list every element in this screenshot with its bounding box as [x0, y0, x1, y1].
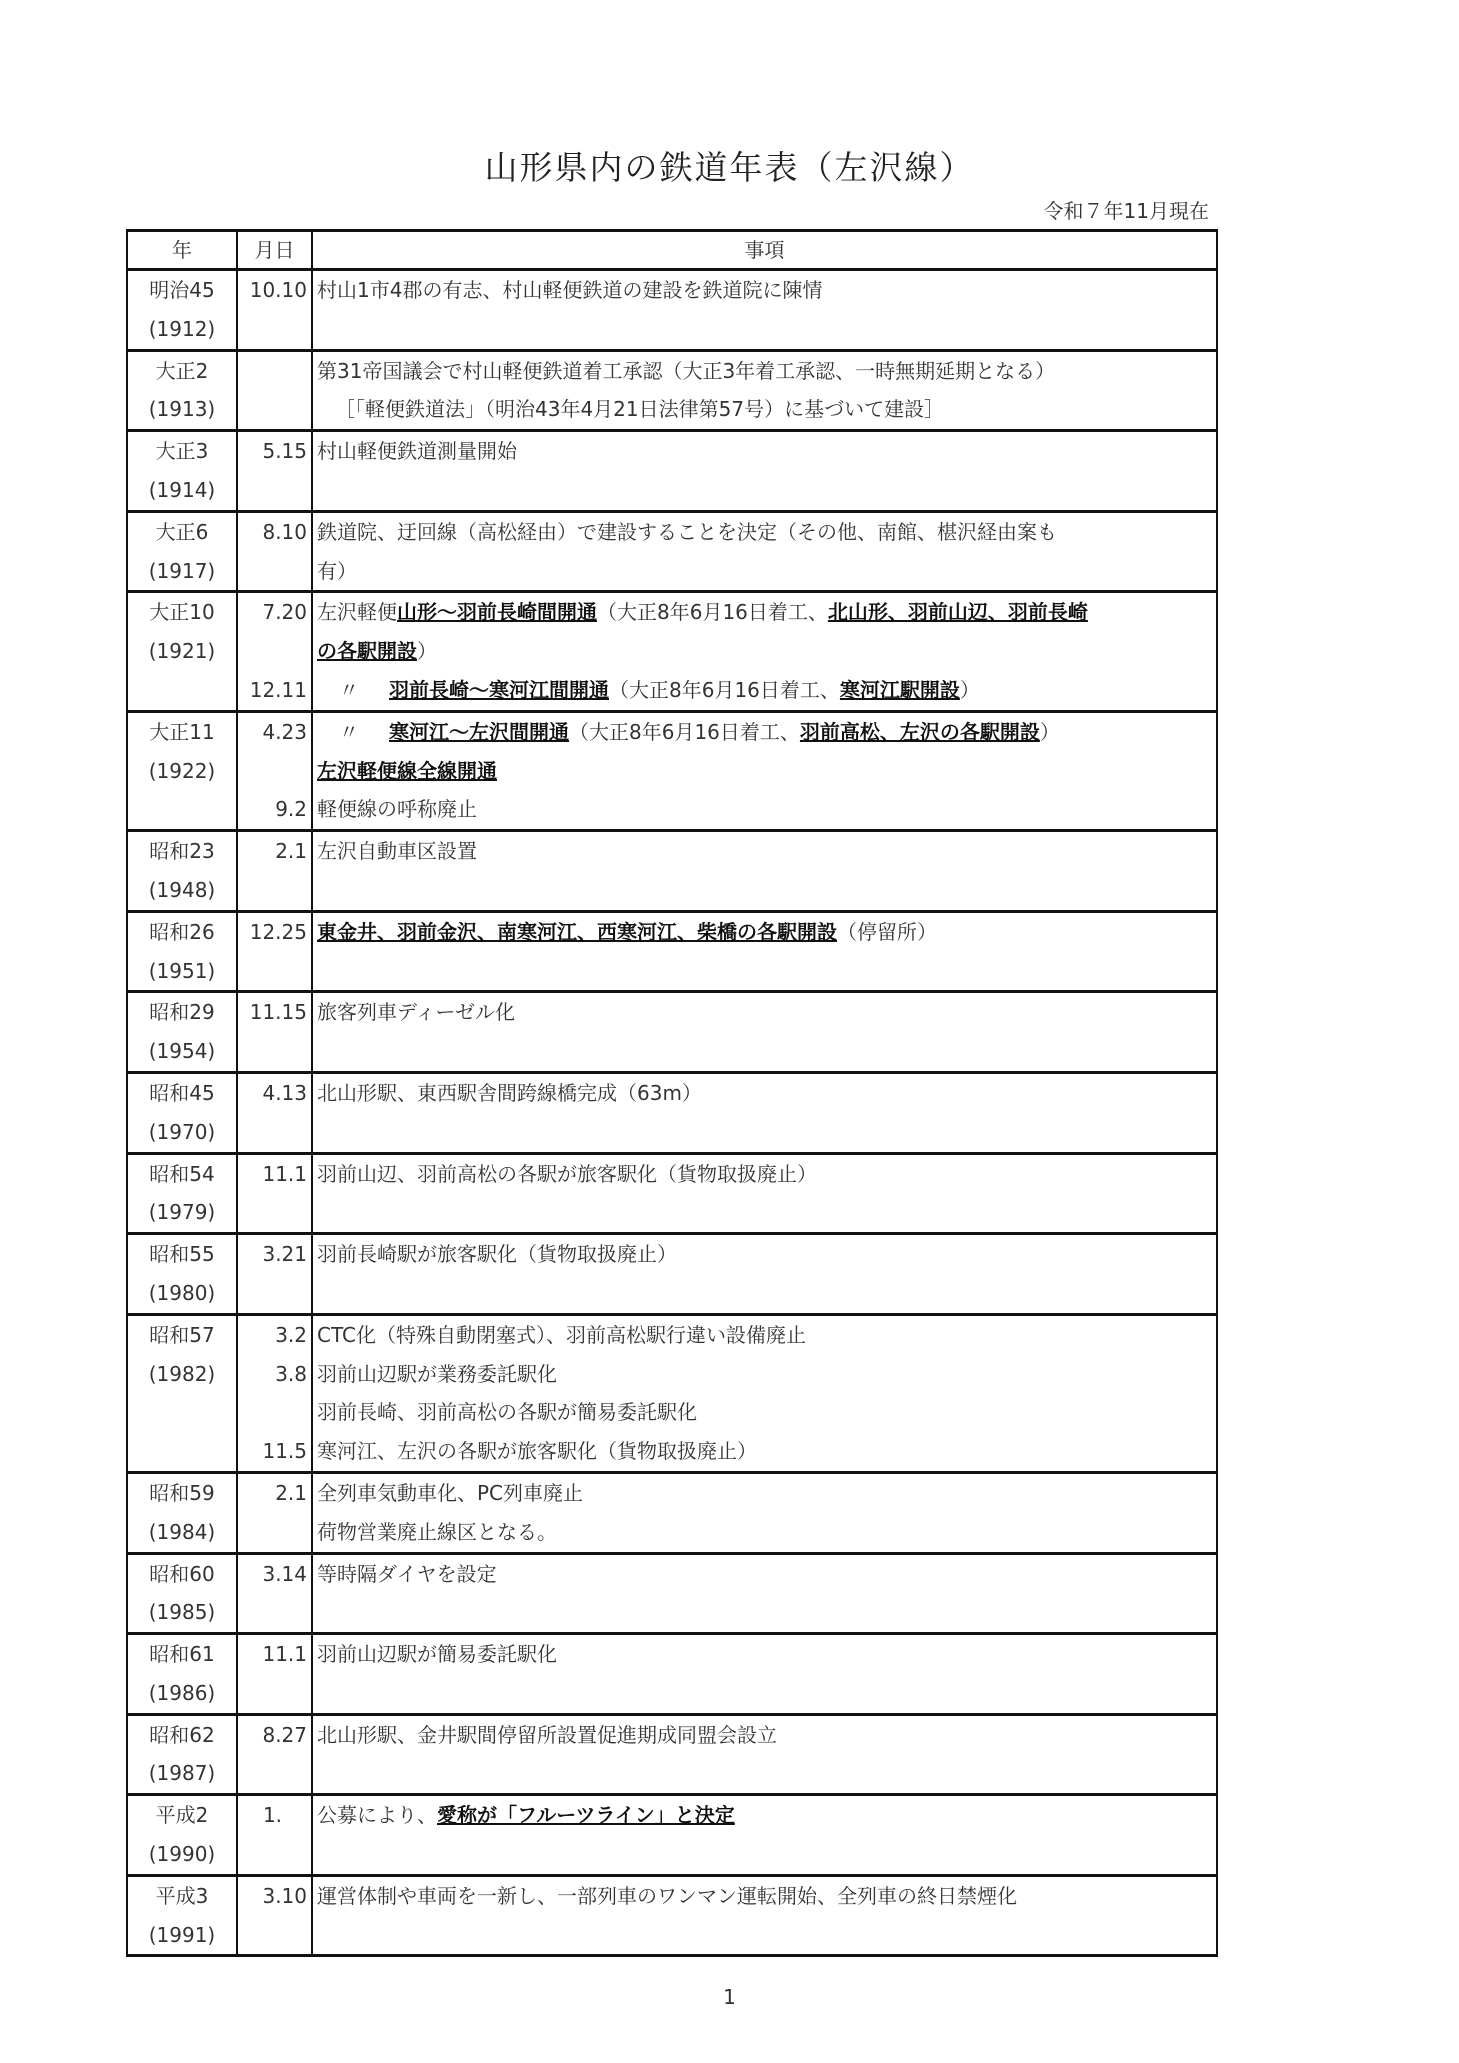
- year-cell: (1922): [127, 752, 237, 791]
- event-cell: [312, 390, 1217, 430]
- table-row: [127, 1193, 1217, 1233]
- date-cell: [237, 1032, 312, 1072]
- event-text: 羽前山辺、羽前高松の各駅が旅客駅化（貨物取扱廃止）: [317, 1161, 817, 1186]
- event-cell: [312, 1513, 1217, 1553]
- page-title: 山形県内の鉄道年表（左沢線）: [484, 148, 975, 187]
- year-cell: (1985): [127, 1593, 237, 1633]
- date-cell: 3.2: [237, 1314, 312, 1354]
- event-cell: [312, 1274, 1217, 1314]
- era-cell: 昭和61: [127, 1634, 237, 1674]
- table-row: [127, 1875, 1217, 1915]
- event-cell: [312, 1795, 1217, 1835]
- event-cell: [312, 790, 1217, 830]
- timeline-table: [126, 229, 1218, 1957]
- era-cell: 大正3: [127, 431, 237, 471]
- event-text: 左沢軽便: [317, 600, 397, 625]
- highlighted-event-text: 寒河江駅開設: [839, 677, 960, 702]
- event-cell: [312, 1916, 1217, 1956]
- event-text: 運営体制や車両を一新し、一部列車のワンマン運転開始、全列車の終日禁煙化: [317, 1883, 1017, 1908]
- era-cell: 大正2: [127, 350, 237, 390]
- era-cell: 昭和45: [127, 1072, 237, 1112]
- event-cell: [312, 1153, 1217, 1193]
- year-cell: (1980): [127, 1274, 237, 1314]
- event-cell: [312, 552, 1217, 592]
- date-cell: 11.5: [237, 1432, 312, 1472]
- date-cell: 3.21: [237, 1234, 312, 1274]
- year-cell: (1986): [127, 1674, 237, 1714]
- table-row: [127, 1234, 1217, 1274]
- event-cell: [312, 671, 1217, 711]
- year-cell: (1921): [127, 632, 237, 671]
- date-cell: [237, 1393, 312, 1432]
- era-cell: 大正6: [127, 511, 237, 551]
- year-cell: (1990): [127, 1835, 237, 1875]
- event-cell: [312, 431, 1217, 471]
- highlighted-event-text: 左沢軽便線全線開通: [317, 758, 497, 783]
- year-cell-empty: [127, 1393, 237, 1432]
- event-cell: [312, 1714, 1217, 1754]
- era-cell: 昭和62: [127, 1714, 237, 1754]
- table-row: [127, 1314, 1217, 1354]
- event-text: ［「軽便鉄道法」（明治43年4月21日法律第57号）に基づいて建設］: [335, 397, 945, 422]
- event-text: ）: [417, 639, 437, 664]
- table-row: [127, 1153, 1217, 1193]
- event-cell: [312, 952, 1217, 992]
- highlighted-event-text: の各駅開設: [317, 639, 417, 664]
- date-cell: 11.1: [237, 1153, 312, 1193]
- era-cell: 昭和26: [127, 911, 237, 951]
- event-cell: [312, 1634, 1217, 1674]
- era-cell: 昭和59: [127, 1472, 237, 1512]
- date-cell: [237, 871, 312, 911]
- table-row: [127, 1593, 1217, 1633]
- era-cell: 明治45: [127, 270, 237, 310]
- table-row: [127, 831, 1217, 871]
- event-text: 有）: [317, 558, 357, 583]
- event-cell: [312, 1234, 1217, 1274]
- date-cell: 11.15: [237, 992, 312, 1032]
- era-cell: 大正10: [127, 592, 237, 632]
- table-row: [127, 1795, 1217, 1835]
- year-cell: (1913): [127, 390, 237, 430]
- date-cell: [237, 1754, 312, 1794]
- table-row: [127, 1674, 1217, 1714]
- event-cell: [312, 1674, 1217, 1714]
- date-cell: 4.13: [237, 1072, 312, 1112]
- date-cell: 8.27: [237, 1714, 312, 1754]
- event-text: 羽前長崎、羽前高松の各駅が簡易委託駅化: [317, 1400, 697, 1425]
- event-text: 全列車気動車化、PC列車廃止: [317, 1480, 584, 1505]
- event-text: 軽便線の呼称廃止: [317, 797, 477, 822]
- date-cell: 12.11: [237, 671, 312, 711]
- highlighted-event-text: 寒河江～左沢間開通: [389, 719, 569, 744]
- year-cell-empty: [127, 1432, 237, 1472]
- date-cell: 2.1: [237, 1472, 312, 1512]
- era-cell: 平成2: [127, 1795, 237, 1835]
- date-cell: [237, 752, 312, 791]
- table-row: [127, 1916, 1217, 1956]
- date-cell: [237, 1193, 312, 1233]
- event-text: 北山形駅、東西駅舎間跨線橋完成（63m）: [317, 1080, 702, 1105]
- year-cell: (1982): [127, 1355, 237, 1394]
- table-row: [127, 270, 1217, 310]
- date-cell: [237, 1513, 312, 1553]
- event-text: 北山形駅、金井駅間停留所設置促進期成同盟会設立: [317, 1722, 777, 1747]
- event-cell: [312, 992, 1217, 1032]
- event-cell: [312, 1875, 1217, 1915]
- year-cell: (1984): [127, 1513, 237, 1553]
- highlighted-event-text: 羽前長崎～寒河江間開通: [389, 677, 609, 702]
- event-cell: [312, 511, 1217, 551]
- date-cell: [237, 310, 312, 350]
- table-row: [127, 592, 1217, 632]
- table-row: [127, 1072, 1217, 1112]
- table-row: [127, 471, 1217, 511]
- date-cell: 8.10: [237, 511, 312, 551]
- table-row: [127, 1432, 1217, 1472]
- event-cell: [312, 752, 1217, 791]
- era-cell: 昭和23: [127, 831, 237, 871]
- event-text: CTC化（特殊自動閉塞式）、羽前高松駅行違い設備廃止: [317, 1322, 806, 1347]
- event-text: 寒河江、左沢の各駅が旅客駅化（貨物取扱廃止）: [317, 1439, 757, 1464]
- event-cell: [312, 1032, 1217, 1072]
- year-cell: (1991): [127, 1916, 237, 1956]
- event-cell: [312, 310, 1217, 350]
- table-row: [127, 1274, 1217, 1314]
- table-row: [127, 552, 1217, 592]
- event-text: 村山1市4郡の有志、村山軽便鉄道の建設を鉄道院に陳情: [317, 278, 823, 302]
- date-cell: [237, 1674, 312, 1714]
- date-cell: 9.2: [237, 790, 312, 830]
- event-cell: [312, 831, 1217, 871]
- table-row: [127, 790, 1217, 830]
- event-cell: [312, 1593, 1217, 1633]
- event-text: 旅客列車ディーゼル化: [317, 1000, 515, 1025]
- date-cell: [237, 471, 312, 511]
- ditto-mark: 〃: [339, 719, 359, 744]
- table-row: [127, 350, 1217, 390]
- year-cell-empty: [127, 671, 237, 711]
- event-cell: [312, 1432, 1217, 1472]
- date-cell: [237, 1593, 312, 1633]
- date-cell: 3.8: [237, 1355, 312, 1394]
- date-cell: 7.20: [237, 592, 312, 632]
- table-row: [127, 1113, 1217, 1153]
- year-cell: (1954): [127, 1032, 237, 1072]
- date-cell: [237, 390, 312, 430]
- date-cell: 11.1: [237, 1634, 312, 1674]
- event-cell: [312, 592, 1217, 632]
- event-text: 鉄道院、迂回線（高松経由）で建設することを決定（その他、南館、椹沢経由案も: [317, 519, 1057, 544]
- table-header-row: [127, 231, 1217, 270]
- date-cell: [237, 350, 312, 390]
- event-cell: [312, 1193, 1217, 1233]
- event-text: 羽前長崎駅が旅客駅化（貨物取扱廃止）: [317, 1242, 677, 1267]
- table-row: [127, 1032, 1217, 1072]
- ditto-mark: 〃: [339, 677, 359, 702]
- table-row: [127, 711, 1217, 751]
- event-text: 公募により、: [317, 1803, 437, 1828]
- date-cell: [237, 1113, 312, 1153]
- event-cell: [312, 1072, 1217, 1112]
- table-row: [127, 1472, 1217, 1512]
- highlighted-event-text: 羽前高松、左沢の各駅開設: [799, 719, 1040, 744]
- date-cell: 3.14: [237, 1553, 312, 1593]
- era-cell: 昭和60: [127, 1553, 237, 1593]
- table-row: [127, 1634, 1217, 1674]
- date-cell: [237, 1835, 312, 1875]
- table-row: [127, 871, 1217, 911]
- table-row: [127, 1355, 1217, 1394]
- event-text: 左沢自動車区設置: [317, 839, 477, 864]
- date-cell: [237, 1274, 312, 1314]
- year-cell-empty: [127, 790, 237, 830]
- table-row: [127, 632, 1217, 671]
- event-text: 第31帝国議会で村山軽便鉄道着工承認（大正3年着工承認、一時無期延期となる）: [317, 358, 1056, 383]
- year-cell: (1979): [127, 1193, 237, 1233]
- event-cell: [312, 1355, 1217, 1394]
- event-text: （大正8年6月16日着工、: [609, 677, 840, 702]
- event-cell: [312, 270, 1217, 310]
- page-number: 1: [723, 1985, 736, 2009]
- event-cell: [312, 1553, 1217, 1593]
- table-row: [127, 1835, 1217, 1875]
- highlighted-event-text: 山形～羽前長崎間開通: [397, 600, 597, 625]
- event-cell: [312, 711, 1217, 751]
- event-text: （大正8年6月16日着工、: [597, 600, 828, 625]
- event-cell: [312, 471, 1217, 511]
- year-cell: (1970): [127, 1113, 237, 1153]
- table-row: [127, 992, 1217, 1032]
- era-cell: 平成3: [127, 1875, 237, 1915]
- header-year: 年: [127, 231, 237, 270]
- event-text: 村山軽便鉄道測量開始: [317, 439, 517, 464]
- era-cell: 昭和55: [127, 1234, 237, 1274]
- event-text: （停留所）: [837, 919, 937, 944]
- date-cell: [237, 1916, 312, 1956]
- header-event: 事項: [312, 231, 1217, 270]
- event-text: 荷物営業廃止線区となる。: [317, 1519, 557, 1544]
- highlighted-event-text: 東金井、羽前金沢、南寒河江、西寒河江、柴橋の各駅開設: [317, 919, 837, 944]
- event-text: ）: [959, 677, 980, 702]
- date-cell: [237, 552, 312, 592]
- event-text: ）: [1039, 719, 1060, 744]
- table-row: [127, 390, 1217, 430]
- event-cell: [312, 350, 1217, 390]
- event-cell: [312, 1835, 1217, 1875]
- date-cell: [237, 952, 312, 992]
- table-row: [127, 752, 1217, 791]
- era-cell: 大正11: [127, 711, 237, 751]
- date-cell: [237, 632, 312, 671]
- date-cell: 10.10: [237, 270, 312, 310]
- event-text: 羽前山辺駅が簡易委託駅化: [317, 1642, 557, 1667]
- event-cell: [312, 1393, 1217, 1432]
- event-text: 羽前山辺駅が業務委託駅化: [317, 1361, 557, 1386]
- year-cell: (1987): [127, 1754, 237, 1794]
- event-cell: [312, 1314, 1217, 1354]
- table-row: [127, 1553, 1217, 1593]
- table-row: [127, 911, 1217, 951]
- event-text: 等時隔ダイヤを設定: [317, 1561, 497, 1586]
- year-cell: (1948): [127, 871, 237, 911]
- era-cell: 昭和57: [127, 1314, 237, 1354]
- event-cell: [312, 911, 1217, 951]
- table-row: [127, 310, 1217, 350]
- date-cell: 1.: [237, 1795, 312, 1835]
- event-cell: [312, 871, 1217, 911]
- header-date: 月日: [237, 231, 312, 270]
- year-cell: (1914): [127, 471, 237, 511]
- event-cell: [312, 1754, 1217, 1794]
- table-row: [127, 511, 1217, 551]
- date-cell: 5.15: [237, 431, 312, 471]
- event-text: （大正8年6月16日着工、: [569, 719, 800, 744]
- event-cell: [312, 632, 1217, 671]
- highlighted-event-text: 北山形、羽前山辺、羽前長崎: [827, 600, 1088, 625]
- as-of-date: 令和７年11月現在: [1043, 199, 1209, 223]
- date-cell: 3.10: [237, 1875, 312, 1915]
- era-cell: 昭和54: [127, 1153, 237, 1193]
- year-cell: (1951): [127, 952, 237, 992]
- era-cell: 昭和29: [127, 992, 237, 1032]
- date-cell: 4.23: [237, 711, 312, 751]
- date-cell: 2.1: [237, 831, 312, 871]
- year-cell: (1912): [127, 310, 237, 350]
- event-cell: [312, 1113, 1217, 1153]
- event-cell: [312, 1472, 1217, 1512]
- table-row: [127, 431, 1217, 471]
- table-row: [127, 952, 1217, 992]
- highlighted-event-text: 愛称が「フルーツライン」と決定: [437, 1803, 735, 1828]
- date-cell: 12.25: [237, 911, 312, 951]
- timeline-body: [127, 270, 1217, 1956]
- table-row: [127, 1714, 1217, 1754]
- table-row: [127, 1513, 1217, 1553]
- table-row: [127, 1754, 1217, 1794]
- table-row: [127, 1393, 1217, 1432]
- table-row: [127, 671, 1217, 711]
- year-cell: (1917): [127, 552, 237, 592]
